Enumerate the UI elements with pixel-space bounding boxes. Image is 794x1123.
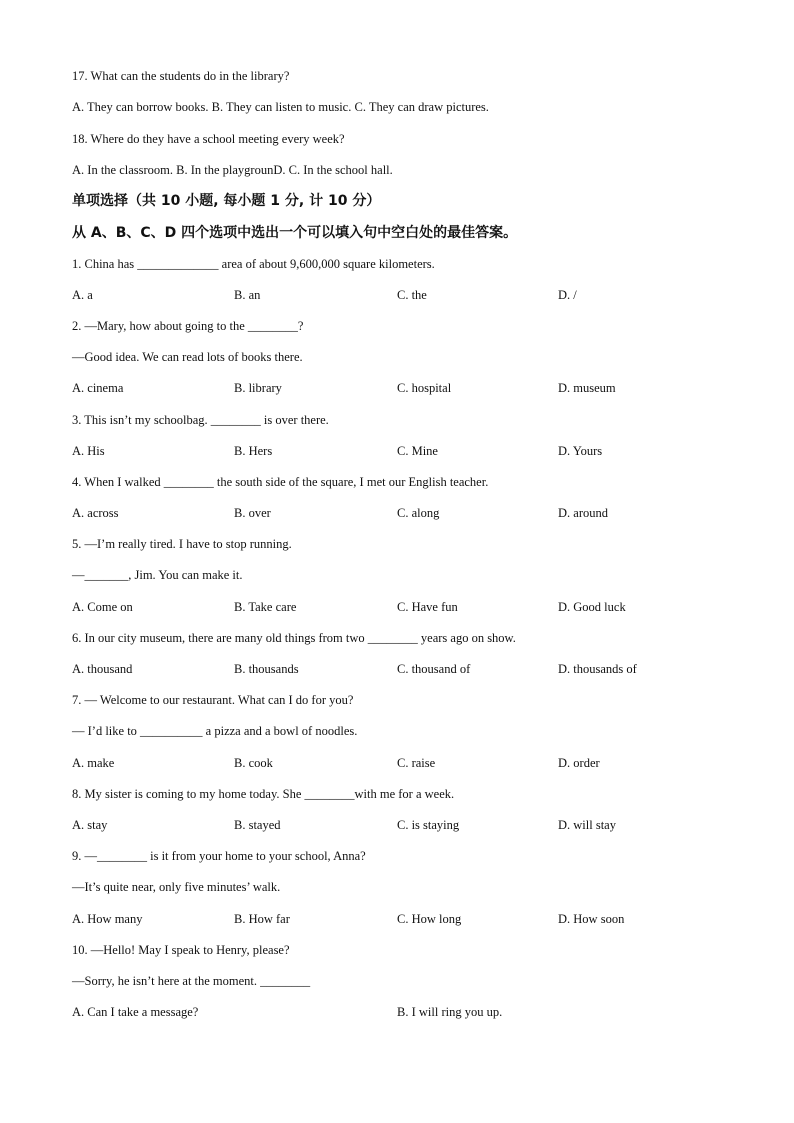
question-5-option-b: B. Take care [234,600,297,614]
question-10-response: —Sorry, he isn’t here at the moment. ________ [72,974,311,988]
question-9-option-a: A. How many [72,912,143,926]
question-6-option-b: B. thousands [234,662,299,676]
question-1-option-d: D. / [558,288,577,302]
question-9-option-c: C. How long [397,912,462,926]
question-4-stem: 4. When I walked ________ the south side of the square, I met our English teacher. [72,475,489,489]
question-7-option-a: A. make [72,756,115,770]
question-8-option-b: B. stayed [234,818,281,832]
question-4-option-c: C. along [397,506,440,520]
question-6-option-c: C. thousand of [397,662,471,676]
question-7-stem: 7. — Welcome to our restaurant. What can I do for you? [72,693,354,707]
question-3-stem: 3. This isn’t my schoolbag. ________ is over there. [72,413,329,427]
question-2-option-c: C. hospital [397,381,452,395]
question-1-option-c: C. the [397,288,427,302]
question-6-option-a: A. thousand [72,662,133,676]
question-10-option-b: B. I will ring you up. [397,1005,503,1019]
question-8-option-d: D. will stay [558,818,616,832]
question-2-response: —Good idea. We can read lots of books there. [72,350,303,364]
question-6-option-d: D. thousands of [558,662,637,676]
question-3-option-d: D. Yours [558,444,603,458]
question-17-stem: 17. What can the students do in the library? [72,69,290,83]
question-4-option-a: A. across [72,506,119,520]
question-9-option-b: B. How far [234,912,290,926]
question-7-response: — I’d like to __________ a pizza and a bowl of noodles. [72,724,358,738]
section-instruction: 从 A、B、C、D 四个选项中选出一个可以填入句中空白处的最佳答案。 [72,225,518,241]
question-18-options: A. In the classroom. B. In the playgrounD. C. In the school hall. [72,163,393,177]
question-4-option-d: D. around [558,506,608,520]
question-5-option-a: A. Come on [72,600,133,614]
question-9-response: —It’s quite near, only five minutes’ walk. [72,880,281,894]
question-8-option-a: A. stay [72,818,108,832]
question-17-options: A. They can borrow books. B. They can listen to music. C. They can draw pictures. [72,100,489,114]
question-7-option-c: C. raise [397,756,436,770]
question-6-stem: 6. In our city museum, there are many old things from two ________ years ago on show. [72,631,516,645]
question-4-option-b: B. over [234,506,271,520]
question-2-option-b: B. library [234,381,282,395]
question-5-option-d: D. Good luck [558,600,626,614]
section-title: 单项选择（共 10 小题, 每小题 1 分, 计 10 分） [72,193,381,209]
question-8-option-c: C. is staying [397,818,460,832]
question-2-option-d: D. museum [558,381,616,395]
question-1-option-b: B. an [234,288,261,302]
question-10-option-a: A. Can I take a message? [72,1005,199,1019]
question-7-option-b: B. cook [234,756,273,770]
question-10-stem: 10. —Hello! May I speak to Henry, please? [72,943,290,957]
question-8-stem: 8. My sister is coming to my home today. She ________with me for a week. [72,787,455,801]
question-5-option-c: C. Have fun [397,600,458,614]
question-2-stem: 2. —Mary, how about going to the ________? [72,319,304,333]
question-9-stem: 9. —________ is it from your home to your school, Anna? [72,849,366,863]
question-3-option-c: C. Mine [397,444,438,458]
question-1-stem: 1. China has _____________ area of about 9,600,000 square kilometers. [72,257,435,271]
question-2-option-a: A. cinema [72,381,124,395]
question-5-stem: 5. —I’m really tired. I have to stop running. [72,537,292,551]
question-18-stem: 18. Where do they have a school meeting every week? [72,132,345,146]
question-5-response: —_______, Jim. You can make it. [72,568,243,582]
question-3-option-a: A. His [72,444,105,458]
question-1-option-a: A. a [72,288,93,302]
question-7-option-d: D. order [558,756,600,770]
question-3-option-b: B. Hers [234,444,273,458]
question-9-option-d: D. How soon [558,912,625,926]
